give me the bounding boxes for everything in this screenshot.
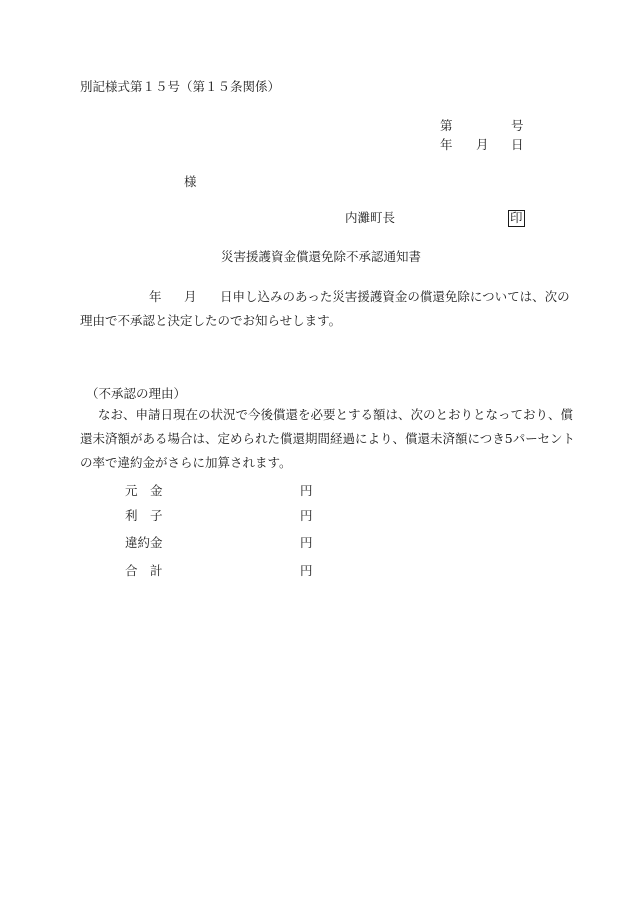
amount-label: 合 計 [125,563,163,578]
document-number-prefix: 第 [440,118,453,133]
reason-line-3: の率で違約金がさらに加算されます。 [80,455,292,470]
document-title: 災害援護資金償還免除不承認通知書 [221,249,422,264]
body-line-2: 理由で不承認と決定したのでお知らせします。 [80,313,342,328]
body-month: 月 [184,289,197,304]
amount-unit: 円 [300,563,313,578]
document-number-suffix: 号 [511,118,524,133]
form-label: 別記様式第１５号（第１５条関係） [80,79,281,94]
amount-unit: 円 [300,535,313,550]
seal-mark [508,210,525,227]
date-year: 年 [440,137,453,152]
reason-line-2: 還未済額がある場合は、定められた償還期間経過により、償還未済額につき5パーセント [80,431,575,446]
recipient-honorific: 様 [184,174,197,189]
reason-line-1: なお、申請日現在の状況で今後償還を必要とする額は、次のとおりとなっており、償 [98,407,574,422]
amount-unit: 円 [300,508,313,523]
seal-label: 印 [510,210,523,225]
date-day: 日 [511,137,524,152]
body-year: 年 [149,289,162,304]
amount-label: 利 子 [125,508,163,523]
amount-unit: 円 [300,483,313,498]
reason-heading: （不承認の理由） [86,386,187,401]
amount-label: 違約金 [125,535,163,550]
issuer-title: 内灘町長 [345,210,396,225]
date-month: 月 [476,137,489,152]
amount-label: 元 金 [125,483,163,498]
body-line-1: 日申し込みのあった災害援護資金の償還免除については、次の [220,289,570,304]
